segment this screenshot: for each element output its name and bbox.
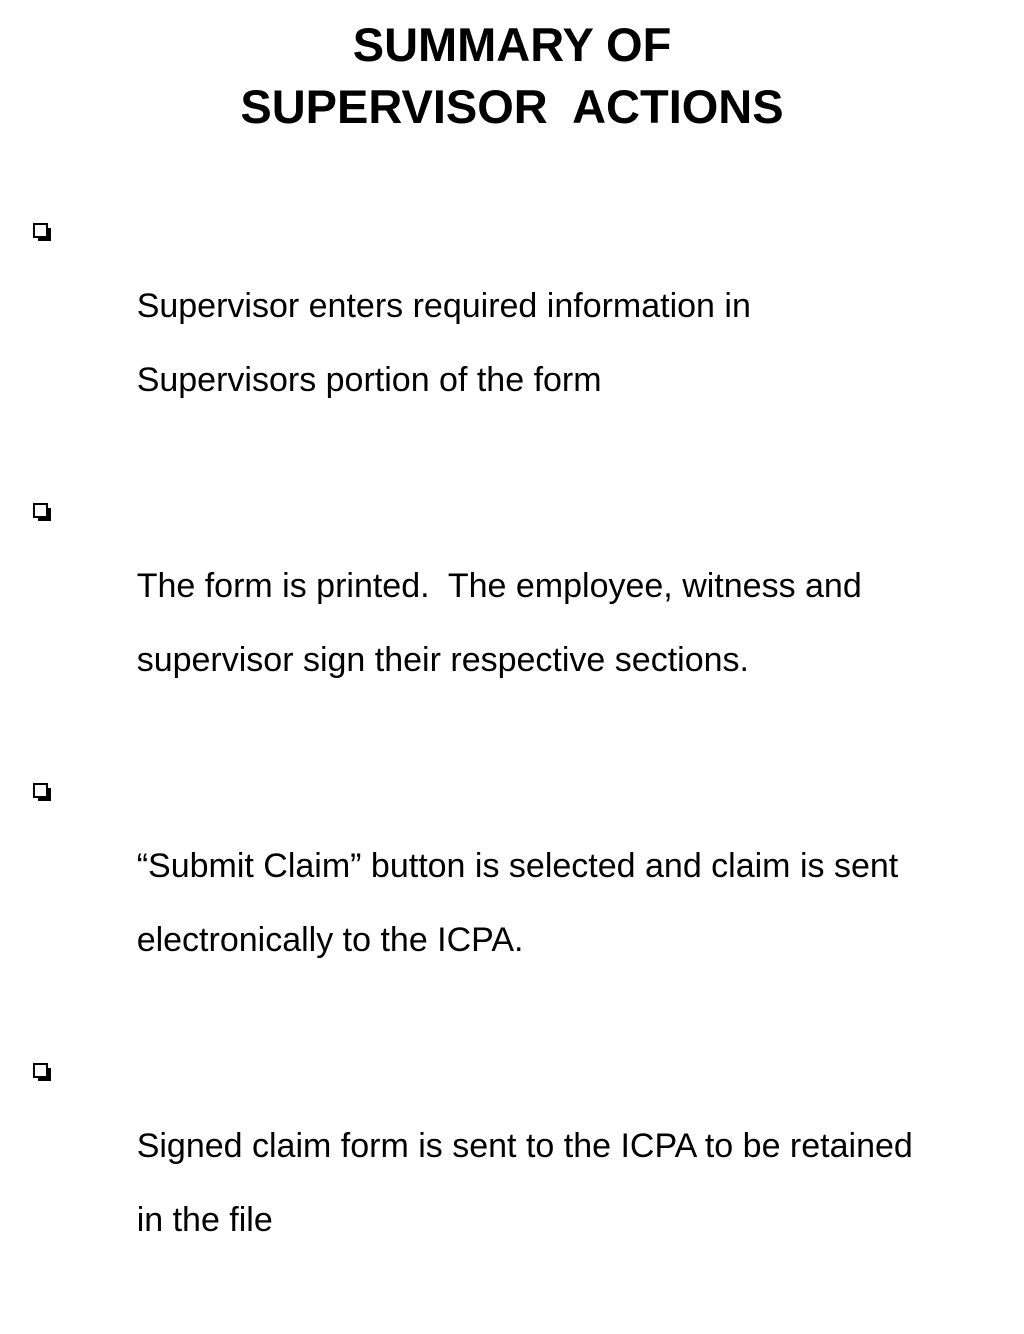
bullet-text-line-1: “Submit Claim” button is selected and claim is sent [136, 847, 899, 885]
bullet-item [0, 1054, 1024, 1276]
bullet-item [0, 214, 1024, 436]
bullet-text-line-2: electronically to the ICPA. [136, 921, 524, 959]
bullet-item [0, 774, 1024, 996]
checkbox-icon [33, 223, 52, 242]
bullet-text-line-2: in the file [136, 1201, 273, 1239]
title-line-2: SUPERVISOR ACTIONS [240, 80, 784, 133]
checkbox-icon [33, 783, 52, 802]
bullet-text-line-2: supervisor sign their respective sections. [136, 641, 749, 679]
bullet-item [0, 494, 1024, 716]
slide-title [0, 14, 1024, 138]
bullet-text-line-1: The form is printed. The employee, witness and [136, 567, 862, 605]
bullet-list [0, 214, 1024, 1334]
bullet-text-line-1: Signed claim form is sent to the ICPA to be retained [136, 1127, 913, 1165]
checkbox-icon [33, 503, 52, 522]
checkbox-icon [33, 1063, 52, 1082]
bullet-text-line-1: Supervisor enters required information in [136, 287, 751, 325]
title-line-1: SUMMARY OF [352, 18, 672, 71]
bullet-text-line-2: Supervisors portion of the form [136, 361, 602, 399]
